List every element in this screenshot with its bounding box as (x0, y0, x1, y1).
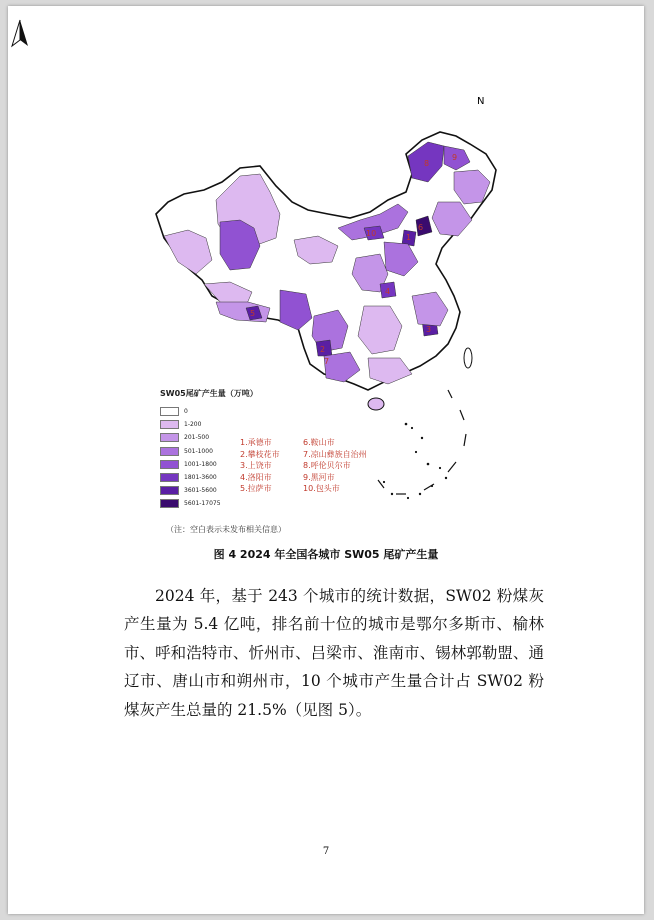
hainan-island (368, 398, 384, 410)
north-label: N (477, 96, 485, 107)
north-arrow-icon (8, 6, 32, 50)
legend-label: 1801-3600 (184, 474, 217, 482)
city-key-column-left (240, 437, 280, 495)
city-key-item: 1.承德市 (240, 438, 272, 447)
city-key-item: 3.上饶市 (240, 461, 272, 471)
legend-swatch (160, 407, 179, 416)
legend-swatch (160, 499, 179, 508)
legend-label: 5601-17075 (184, 500, 221, 508)
page-number: 7 (322, 846, 330, 857)
legend-label: 1-200 (184, 421, 202, 429)
map-label-4: 4 (385, 287, 391, 296)
map-label-3: 3 (426, 325, 432, 334)
document-page (8, 6, 644, 914)
legend-swatch (160, 486, 179, 495)
south-china-sea-islands (383, 423, 447, 499)
legend-swatch (160, 460, 179, 469)
legend-row (160, 405, 258, 418)
map-label-6: 6 (418, 223, 424, 232)
legend-label: 0 (184, 408, 188, 416)
legend-label: 201-500 (184, 434, 210, 442)
legend-swatch (160, 433, 179, 442)
legend-label: 3601-5600 (184, 487, 217, 495)
map-label-7: 7 (324, 357, 330, 366)
map-label-2: 2 (320, 345, 326, 354)
legend-title: SW05尾矿产生量（万吨） (160, 389, 258, 398)
city-key-item: 8.呼伦贝尔市 (303, 461, 351, 471)
map-label-9: 9 (452, 153, 458, 162)
city-key-item: 5.拉萨市 (240, 484, 272, 494)
map-label-8: 8 (424, 159, 430, 168)
map-note: （注：空白表示未发布相关信息） (166, 525, 286, 534)
city-key-column-right (303, 437, 367, 495)
body-paragraph: 2024 年，基于 243 个城市的统计数据，SW02 粉煤灰产生量为 5.4 亿吨，排名前十位的城市是鄂尔多斯市、榆林市、呼和浩特市、忻州市、吕梁市、淮南市、锡林郭勒盟、通辽市、唐山市和朔州市，10 个城市产生量合计占 SW02 粉煤灰产生总量的 21.5%（见图 5）。 (124, 586, 544, 719)
legend-row (160, 418, 258, 431)
china-map-figure (8, 6, 644, 546)
legend-row (160, 497, 258, 510)
legend-swatch (160, 420, 179, 429)
map-label-1: 1 (406, 233, 412, 242)
taiwan-island (464, 348, 472, 368)
legend-swatch (160, 447, 179, 456)
map-label-10: 10 (366, 229, 377, 238)
city-key-item: 6.鞍山市 (303, 438, 335, 447)
city-key-item: 7.凉山彝族自治州 (303, 449, 367, 459)
city-key-item: 9.黑河市 (303, 472, 335, 482)
figure-caption: 图 4 2024 年全国各城市 SW05 尾矿产生量 (213, 548, 439, 561)
legend-label: 501-1000 (184, 447, 213, 455)
city-key-item: 10.包头市 (303, 484, 340, 494)
map-label-5: 5 (250, 309, 256, 318)
city-key-item: 4.洛阳市 (240, 472, 272, 482)
city-key-item: 2.攀枝花市 (240, 449, 280, 459)
legend-swatch (160, 473, 179, 482)
nine-dash-line (378, 390, 466, 494)
legend-label: 1001-1800 (184, 460, 217, 468)
